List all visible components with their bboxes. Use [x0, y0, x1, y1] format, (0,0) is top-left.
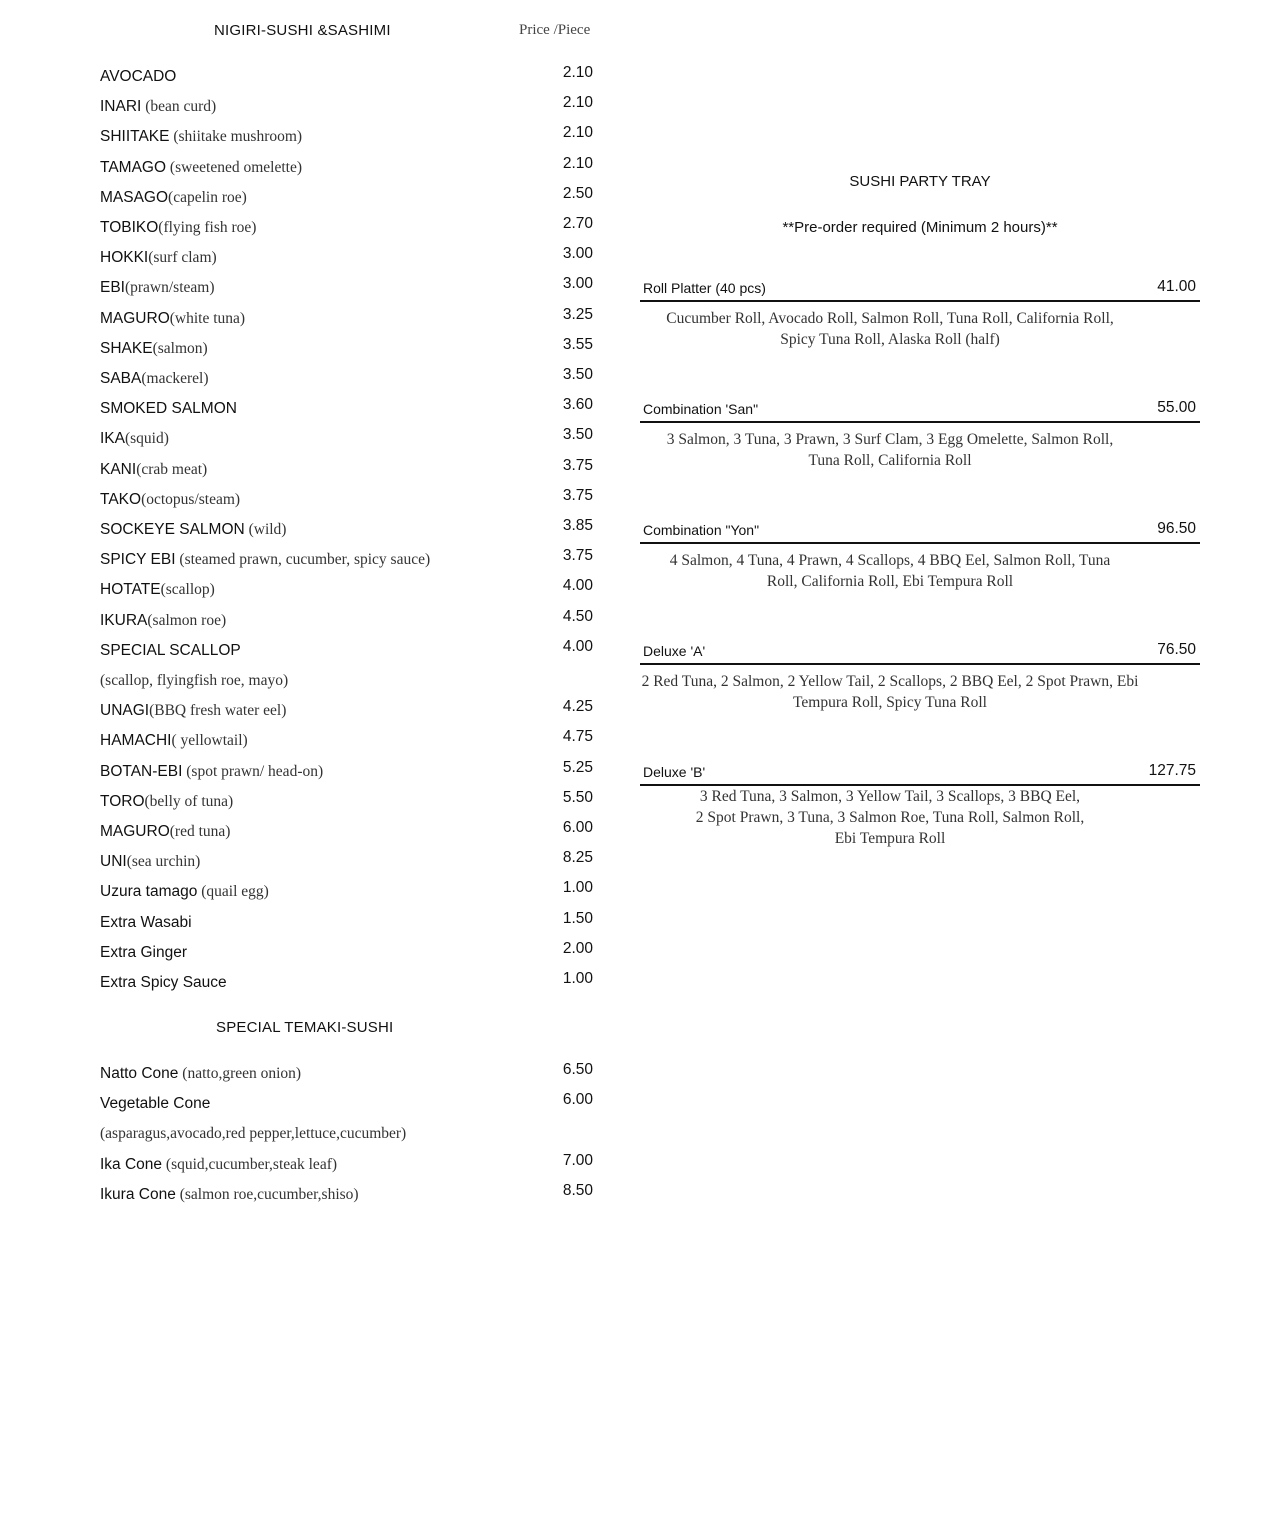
menu-item-row [100, 607, 595, 634]
menu-item-name: SMOKED SALMON [100, 400, 237, 418]
menu-item-price: 3.00 [562, 275, 593, 293]
party-tray-description-line: Roll, California Roll, Ebi Tempura Roll [766, 573, 1014, 590]
party-tray [640, 520, 1200, 592]
menu-item-description: (flying fish roe) [158, 219, 257, 236]
menu-item-row [100, 939, 595, 966]
menu-item-description: (octopus/steam) [141, 490, 241, 508]
menu-item-name: Extra Spicy Sauce [100, 974, 227, 991]
menu-item-description: (quail egg) [197, 883, 269, 901]
menu-item-row [100, 672, 595, 694]
menu-item-row [100, 154, 595, 181]
party-tray-header [640, 278, 1200, 302]
menu-item-price: 2.70 [562, 215, 593, 232]
party-tray [640, 641, 1200, 713]
party-tray-description-line: 3 Salmon, 3 Tuna, 3 Prawn, 3 Surf Clam, 3 Egg Omelette, Salmon Roll, [666, 431, 1114, 448]
menu-item-price: 3.50 [562, 426, 593, 444]
menu-item-description: (belly of tuna) [144, 792, 234, 810]
menu-item-price: 8.25 [562, 849, 593, 867]
menu-item-price: 7.00 [562, 1151, 593, 1169]
menu-item-row [100, 275, 595, 301]
menu-item-row [100, 637, 595, 664]
menu-item-price: 3.85 [562, 517, 593, 534]
price-per-piece-header: Price /Piece [519, 22, 591, 38]
party-tray-price: 96.50 [1157, 520, 1196, 537]
party-tray-description [640, 550, 1140, 592]
menu-item-name: BOTAN-EBI (spot prawn/ head-on) [100, 762, 324, 780]
menu-item-row [100, 909, 595, 936]
party-tray-description-line: Spicy Tuna Roll, Alaska Roll (half) [780, 331, 1000, 348]
menu-item-name: KANI(crab meat) [100, 460, 208, 478]
menu-item-name: SHAKE(salmon) [100, 339, 208, 357]
menu-item-row [100, 215, 595, 241]
menu-item-price: 2.10 [562, 124, 593, 142]
menu-item-note: (asparagus,avocado,red pepper,lettuce,cucumber) [100, 1125, 407, 1143]
menu-item-description: (sea urchin) [126, 853, 201, 871]
menu-item-name: Uzura tamago (quail egg) [100, 883, 269, 901]
menu-item-row [100, 1151, 595, 1178]
menu-item-name: MAGURO(red tuna) [100, 823, 231, 840]
menu-item-price: 2.00 [562, 939, 593, 957]
menu-item-description: (shiitake mushroom) [169, 128, 303, 146]
party-tray-description-line: 2 Spot Prawn, 3 Tuna, 3 Salmon Roe, Tuna Roll, Salmon Roll, [695, 809, 1085, 826]
party-tray-description [640, 308, 1140, 350]
menu-item-row [100, 1181, 595, 1208]
menu-item-description: (red tuna) [169, 823, 231, 840]
menu-item-description: (squid) [124, 430, 169, 448]
menu-item-name: Extra Wasabi [100, 913, 192, 931]
menu-item-row [100, 335, 595, 362]
menu-item-name: TAMAGO (sweetened omelette) [100, 158, 303, 176]
menu-item-price: 4.00 [562, 577, 593, 595]
menu-item-description: (surf clam) [148, 249, 217, 267]
party-tray [640, 399, 1200, 471]
menu-item-description: (spot prawn/ head-on) [182, 762, 324, 780]
menu-item-row [100, 486, 595, 513]
party-tray-description [640, 786, 1140, 849]
menu-item-price: 3.00 [562, 245, 593, 263]
menu-item-description: (capelin roe) [168, 188, 247, 206]
menu-item-description: (BBQ fresh water eel) [149, 702, 287, 720]
menu-item-row [100, 184, 595, 211]
menu-item-description: (salmon roe) [147, 611, 227, 629]
menu-item-row [100, 426, 595, 452]
menu-item-price: 1.50 [562, 909, 593, 927]
menu-item-price: 2.10 [562, 154, 593, 172]
menu-item-price: 5.25 [562, 758, 593, 776]
temaki-section-title: SPECIAL TEMAKI-SUSHI [216, 1019, 394, 1036]
menu-item-row [100, 456, 595, 483]
party-tray-description-line: Cucumber Roll, Avocado Roll, Salmon Roll, Tuna Roll, California Roll, [666, 310, 1114, 327]
menu-item-name: EBI(prawn/steam) [100, 279, 215, 297]
menu-item-price: 3.60 [562, 396, 593, 414]
menu-item-row [100, 788, 595, 815]
menu-item-row [100, 728, 595, 754]
party-tray-name: Combination "Yon" [643, 522, 760, 538]
menu-item-name: Ikura Cone (salmon roe,cucumber,shiso) [100, 1185, 359, 1203]
menu-item-price: 3.55 [562, 335, 593, 353]
menu-item-row [100, 819, 595, 845]
menu-item-price: 8.50 [562, 1181, 593, 1199]
menu-item-row [100, 849, 595, 875]
party-tray-description-line: 2 Red Tuna, 2 Salmon, 2 Yellow Tail, 2 Scallops, 2 BBQ Eel, 2 Spot Prawn, Ebi [641, 673, 1139, 690]
menu-item-price: 4.25 [562, 698, 593, 716]
menu-item-description: (salmon) [152, 339, 208, 357]
menu-item-note: (scallop, flyingfish roe, mayo) [100, 672, 289, 689]
party-tray [640, 762, 1200, 849]
menu-item-description: (mackerel) [141, 370, 209, 387]
party-tray-name: Roll Platter (40 pcs) [643, 280, 766, 296]
menu-item-description: (white tuna) [169, 309, 246, 327]
party-tray-description-line: 4 Salmon, 4 Tuna, 4 Prawn, 4 Scallops, 4 BBQ Eel, Salmon Roll, Tuna [669, 552, 1111, 569]
menu-item-row [100, 1061, 595, 1087]
menu-item-price: 2.50 [562, 184, 593, 202]
menu-item-row [100, 305, 595, 332]
menu-item-description: ( yellowtail) [171, 732, 248, 750]
menu-item-row [100, 124, 595, 150]
menu-item-description: (steamed prawn, cucumber, spicy sauce) [175, 551, 431, 569]
menu-item-name: UNI(sea urchin) [100, 853, 201, 871]
party-tray-header [640, 641, 1200, 665]
party-tray-description-line: 3 Red Tuna, 3 Salmon, 3 Yellow Tail, 3 Scallops, 3 BBQ Eel, [699, 788, 1081, 805]
party-tray-price: 127.75 [1148, 762, 1196, 779]
party-tray-description-line: Tempura Roll, Spicy Tuna Roll [793, 694, 987, 711]
menu-item-name: INARI (bean curd) [100, 98, 217, 116]
party-tray-description-line: Ebi Tempura Roll [834, 830, 946, 847]
menu-item-row [100, 879, 595, 905]
menu-item-row [100, 1091, 595, 1117]
menu-item-name: SPICY EBI (steamed prawn, cucumber, spicy sauce) [100, 551, 431, 569]
menu-item-row [100, 396, 595, 422]
menu-item-description: (prawn/steam) [124, 279, 215, 297]
menu-item-description: (natto,green onion) [178, 1065, 302, 1082]
menu-item-name: Ika Cone (squid,cucumber,steak leaf) [100, 1155, 338, 1173]
party-tray-description [640, 671, 1140, 713]
menu-item-name: UNAGI(BBQ fresh water eel) [100, 702, 287, 720]
party-tray-description-line: Tuna Roll, California Roll [808, 452, 972, 469]
party-tray-title: SUSHI PARTY TRAY [849, 173, 991, 190]
party-tray-price: 76.50 [1157, 641, 1196, 658]
party-tray-header [640, 762, 1200, 786]
menu-item-name: TAKO(octopus/steam) [100, 490, 241, 508]
menu-item-price: 2.10 [562, 94, 593, 112]
party-tray-name: Deluxe 'A' [643, 643, 706, 659]
menu-item-name: MASAGO(capelin roe) [100, 188, 247, 206]
party-tray-price: 55.00 [1157, 399, 1196, 416]
party-tray-description [640, 429, 1140, 471]
party-tray-price: 41.00 [1157, 278, 1196, 295]
menu-item-name: IKA(squid) [100, 430, 169, 448]
menu-item-description: (bean curd) [141, 98, 217, 116]
menu-item-name: SPECIAL SCALLOP [100, 641, 241, 659]
party-tray-header [640, 520, 1200, 544]
menu-item-row [100, 547, 595, 573]
menu-item-name: SOCKEYE SALMON (wild) [100, 521, 287, 538]
menu-item-price: 3.50 [562, 366, 593, 383]
menu-item-price: 4.50 [562, 607, 593, 625]
menu-item-name: HOKKI(surf clam) [100, 249, 217, 267]
menu-item-price: 5.50 [562, 788, 593, 806]
menu-item-name: AVOCADO [100, 68, 177, 85]
menu-item-row [100, 64, 595, 90]
menu-item-name: TOBIKO(flying fish roe) [100, 219, 257, 236]
party-tray-preorder-note: **Pre-order required (Minimum 2 hours)** [782, 219, 1058, 236]
menu-item-price: 3.75 [562, 486, 593, 504]
menu-item-description: (wild) [244, 521, 287, 538]
menu-item-row [100, 698, 595, 724]
menu-item-row [100, 1125, 595, 1147]
party-tray-name: Combination 'San" [643, 401, 759, 417]
menu-item-price: 1.00 [562, 879, 593, 897]
menu-item-price: 4.75 [562, 728, 593, 746]
menu-item-name: SHIITAKE (shiitake mushroom) [100, 128, 303, 146]
menu-item-row [100, 517, 595, 543]
menu-item-row [100, 758, 595, 785]
menu-item-description: (crab meat) [136, 460, 208, 478]
menu-item-row [100, 94, 595, 120]
menu-item-price: 6.00 [562, 819, 593, 836]
party-tray-name: Deluxe 'B' [643, 764, 706, 780]
menu-item-row [100, 577, 595, 603]
menu-item-description: (scallop) [160, 581, 215, 599]
menu-item-name: MAGURO(white tuna) [100, 309, 246, 327]
menu-item-name: HAMACHI( yellowtail) [100, 732, 248, 750]
menu-item-name: SABA(mackerel) [100, 370, 209, 387]
menu-item-name: HOTATE(scallop) [100, 581, 215, 599]
menu-item-name: Extra Ginger [100, 943, 188, 961]
nigiri-section-title: NIGIRI-SUSHI &SASHIMI [214, 22, 391, 39]
menu-item-price: 3.75 [562, 547, 593, 565]
menu-item-row [100, 245, 595, 271]
menu-item-price: 1.00 [562, 970, 593, 987]
menu-item-price: 3.75 [562, 456, 593, 474]
menu-item-name: Vegetable Cone [100, 1095, 211, 1113]
menu-item-row [100, 970, 595, 996]
menu-item-price: 4.00 [562, 637, 593, 655]
party-tray [640, 278, 1200, 350]
menu-item-description: (squid,cucumber,steak leaf) [162, 1155, 338, 1173]
menu-item-row [100, 366, 595, 392]
menu-item-description: (sweetened omelette) [166, 158, 303, 176]
menu-item-name: IKURA(salmon roe) [100, 611, 227, 629]
party-tray-header [640, 399, 1200, 423]
menu-item-price: 6.00 [562, 1091, 593, 1109]
menu-item-name: Natto Cone (natto,green onion) [100, 1065, 302, 1082]
menu-item-price: 6.50 [562, 1061, 593, 1078]
menu-item-price: 3.25 [562, 305, 593, 323]
menu-item-price: 2.10 [562, 64, 593, 81]
menu-item-description: (salmon roe,cucumber,shiso) [175, 1185, 359, 1203]
menu-item-name: TORO(belly of tuna) [100, 792, 234, 810]
